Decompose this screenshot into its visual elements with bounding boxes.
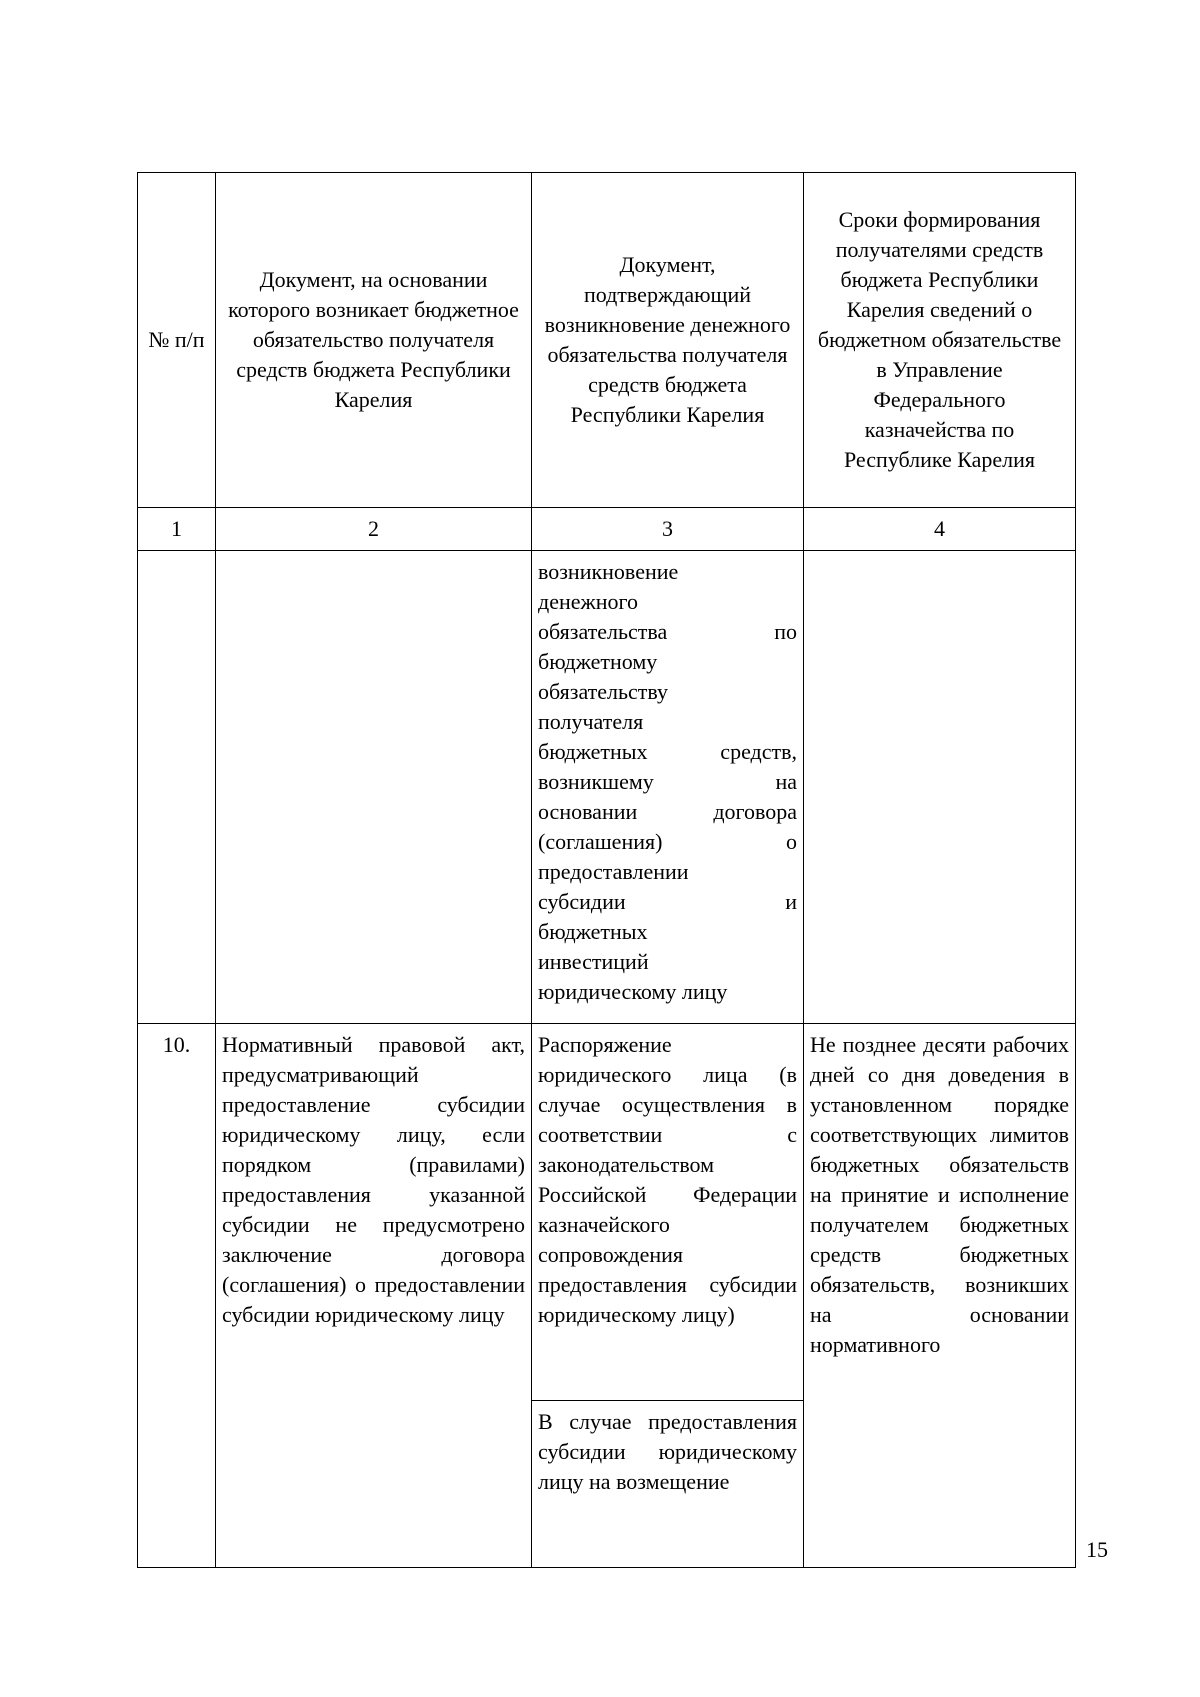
text-line: получателя	[538, 709, 644, 734]
text-line: основании договора	[538, 799, 797, 824]
text-line: денежного	[538, 589, 638, 614]
page-number: 15	[1086, 1537, 1108, 1562]
continued-confirming-document	[532, 551, 804, 1024]
text-line: бюджетных	[538, 919, 648, 944]
row-number: 10.	[138, 1024, 216, 1568]
table-row	[138, 551, 1076, 1024]
deadline-cell	[804, 1024, 1076, 1568]
document-table	[137, 172, 1076, 1568]
table-cell	[138, 551, 216, 1024]
text-line: (соглашения) о	[538, 829, 797, 854]
text-line: предоставлении	[538, 859, 689, 884]
text-line: бюджетных средств,	[538, 739, 797, 764]
column-number: 4	[804, 508, 1076, 551]
confirming-document-cell-2	[532, 1401, 804, 1568]
confirming-document-cell	[532, 1024, 804, 1401]
text-line: возникновение	[538, 559, 679, 584]
header-deadlines: Сроки формирования получателями средств бюджета Республики Карелия сведений о бюджетном обязательстве в Управление Федерального казначейства по Республике Карелия	[804, 173, 1076, 508]
table-row-10	[138, 1024, 1076, 1401]
text-line: юридическому лицу	[538, 979, 728, 1004]
table-header-row	[138, 173, 1076, 508]
header-number: № п/п	[138, 173, 216, 508]
text-line: обязательству	[538, 679, 669, 704]
deadline-text: Не позднее десяти рабочих дней со дня доведения в установленном порядке соответствующих лимитов бюджетных обязательств на принятие и исполнение получателем бюджетных средств бюджетных обязательств, возникших на основании нормативного	[810, 1032, 1069, 1357]
text-line: инвестиций	[538, 949, 649, 974]
basis-document-cell	[216, 1024, 532, 1568]
confirming-document-text: Распоряжение юридического лица (в случае осуществления в соответствии с законодательством Российской Федерации казначейского сопровождения предоставления субсидии юридическому лицу)	[538, 1032, 797, 1327]
header-basis-document: Документ, на основании которого возникает бюджетное обязательство получателя средств бюджета Республики Карелия	[216, 173, 532, 508]
text-line: возникшему на	[538, 769, 797, 794]
header-confirming-document: Документ, подтверждающий возникновение денежного обязательства получателя средств бюджета Республики Карелия	[532, 173, 804, 508]
text-line: бюджетному	[538, 649, 658, 674]
column-number: 1	[138, 508, 216, 551]
table-cell	[216, 551, 532, 1024]
basis-document-text: Нормативный правовой акт, предусматривающий предоставление субсидии юридическому лицу, если порядком (правилами) предоставления указанной субсидии не предусмотрено заключение договора (соглашения) о предоставлении субсидии юридическому лицу	[222, 1032, 525, 1327]
column-numbers-row	[138, 508, 1076, 551]
text-line: обязательства по	[538, 619, 797, 644]
column-number: 3	[532, 508, 804, 551]
confirming-document-text-2: В случае предоставления субсидии юридическому лицу на возмещение	[538, 1409, 797, 1494]
column-number: 2	[216, 508, 532, 551]
table-cell	[804, 551, 1076, 1024]
text-line: субсидии и	[538, 889, 797, 914]
